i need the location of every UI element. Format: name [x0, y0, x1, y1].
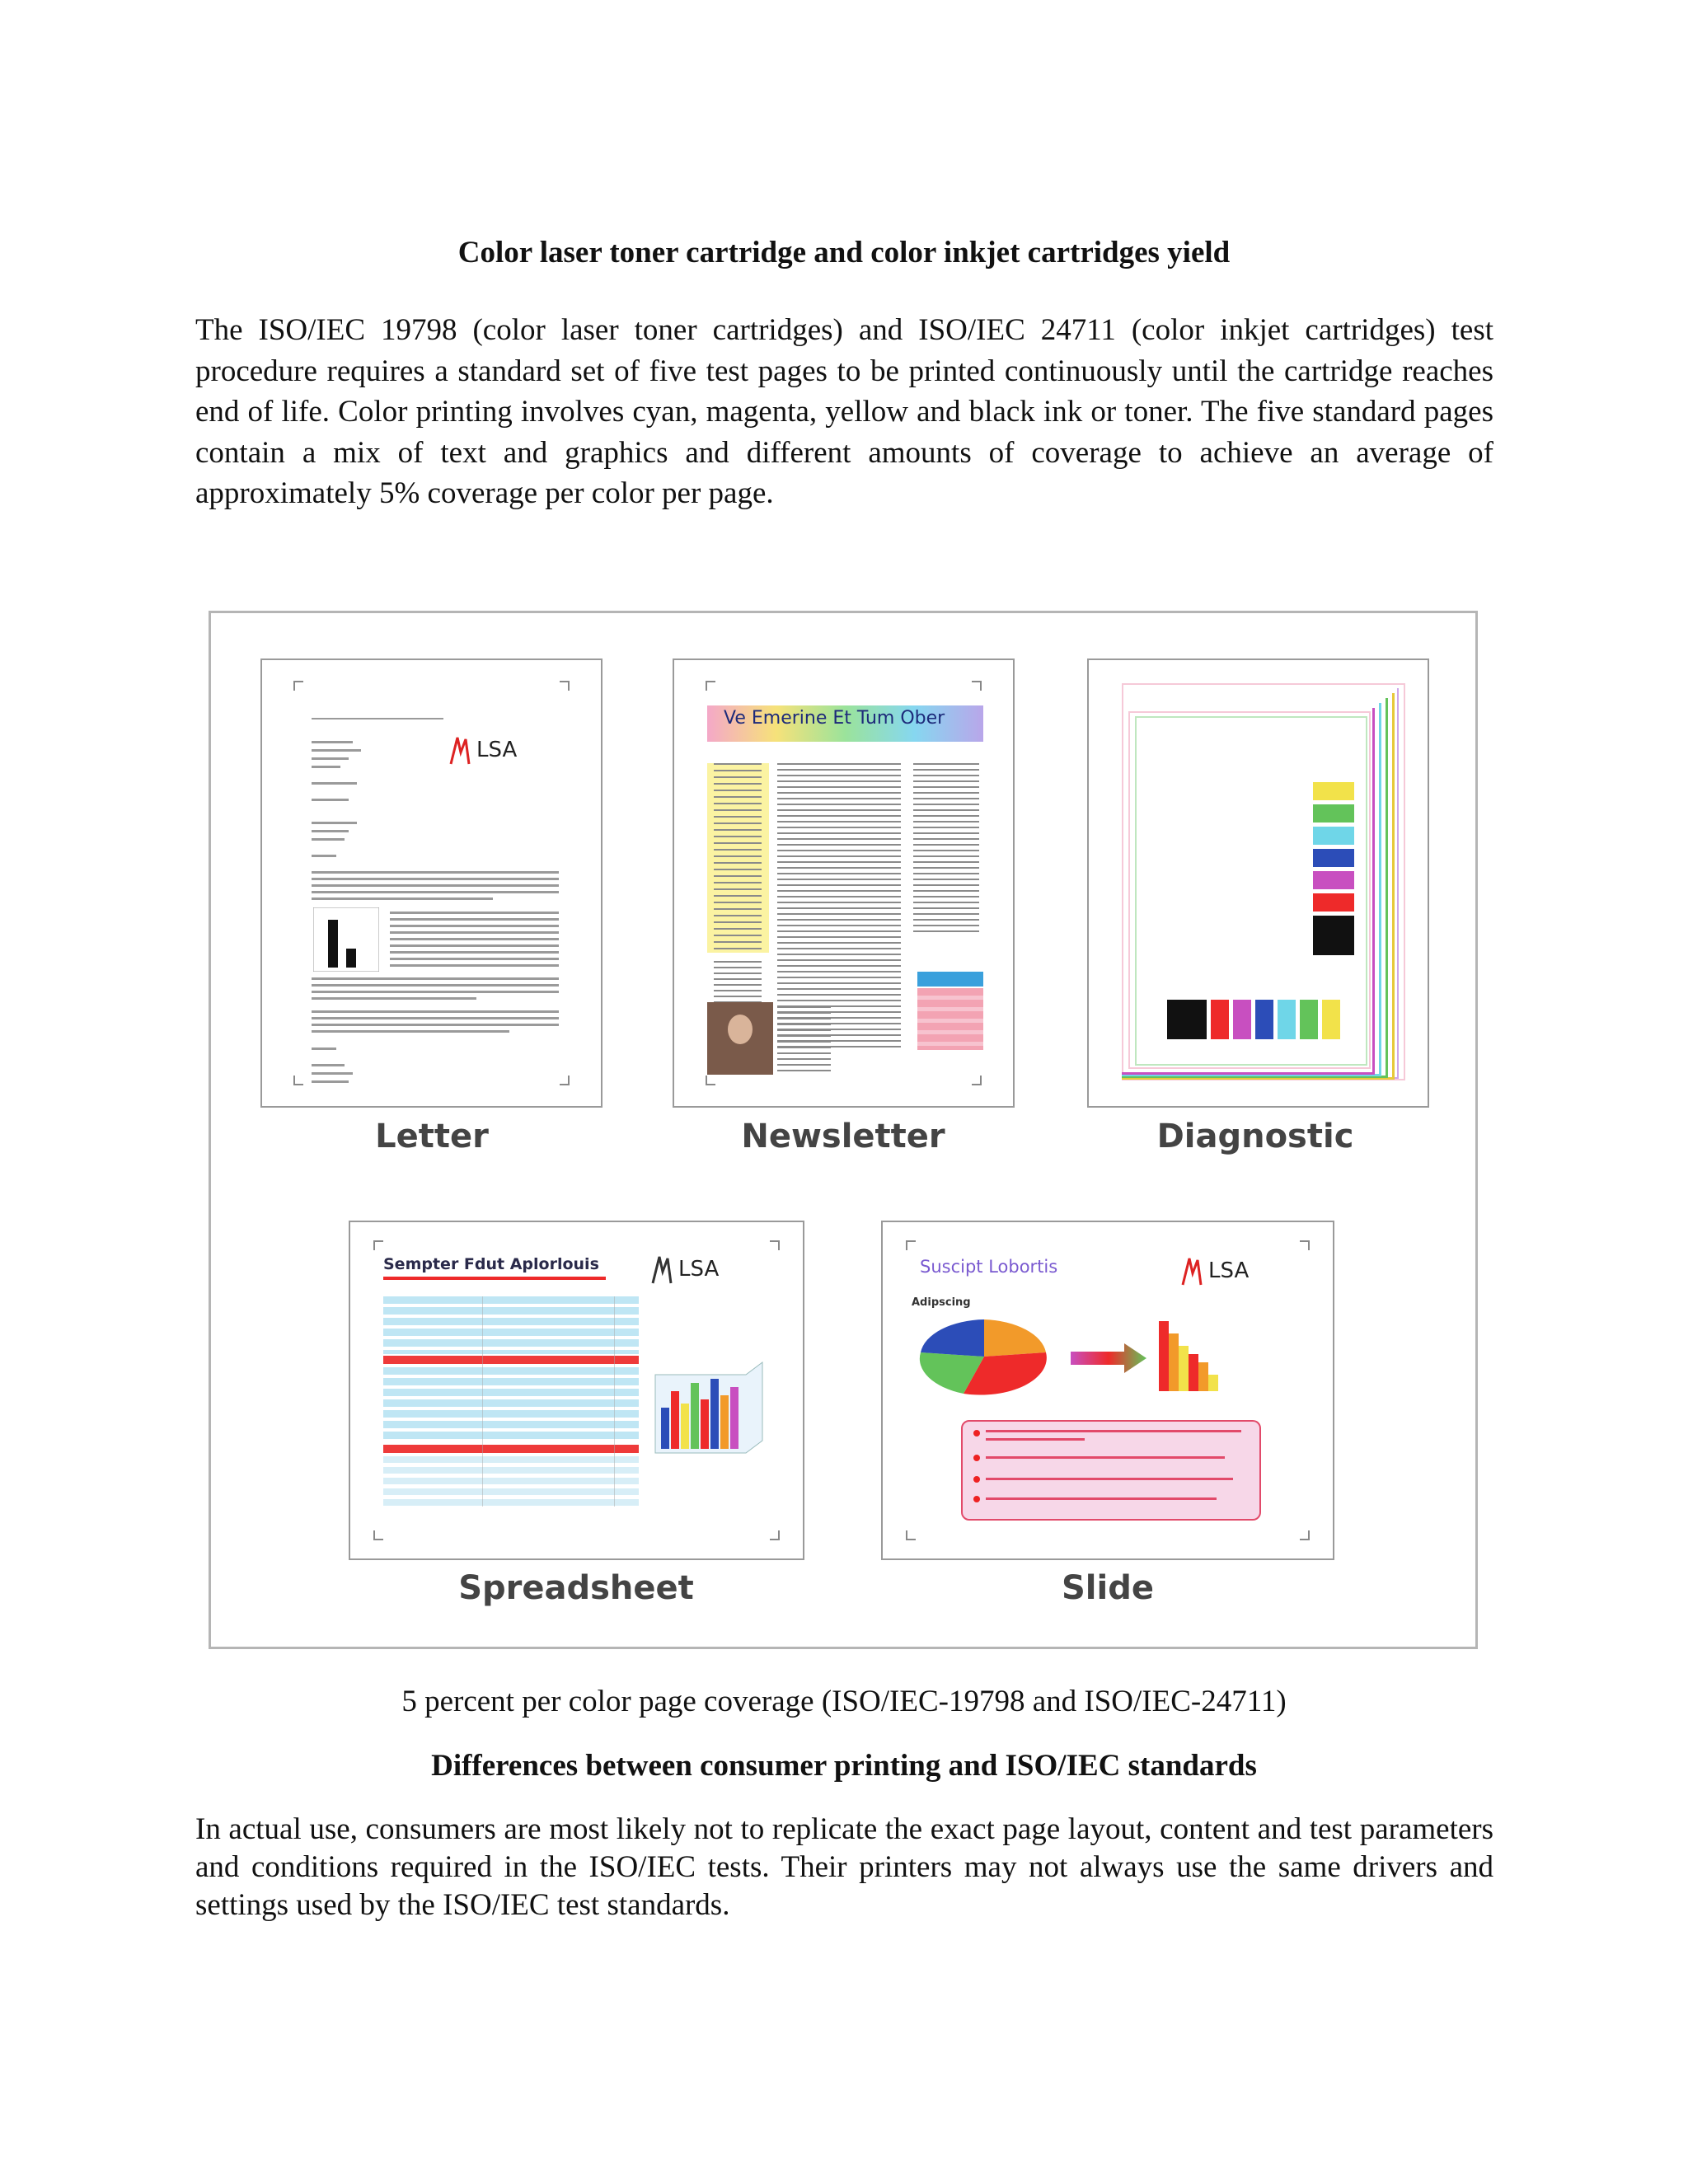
lsa-logo-text: LSA: [476, 738, 518, 762]
paragraph-differences: In actual use, consumers are most likely not to replicate the exact page layout, content and test parameters and conditions required in the ISO/IEC tests. Their printers may not always use the same drivers and settings used by the ISO/IEC test standards.: [195, 1812, 1493, 1922]
newsletter-page-thumbnail: [673, 658, 1015, 1108]
heading-yield: Color laser toner cartridge and color inkjet cartridges yield: [457, 236, 1231, 269]
spreadsheet-title: Sempter Fdut Aplorlouis: [383, 1255, 599, 1273]
heading-differences: Differences between consumer printing and ISO/IEC standards: [431, 1749, 1257, 1783]
diagnostic-page-thumbnail: [1087, 658, 1429, 1108]
letter-label: Letter: [375, 1118, 489, 1155]
slide-title: Suscipt Lobortis: [920, 1257, 1058, 1277]
lsa-logo-icon: [448, 736, 472, 766]
letter-page-thumbnail: [260, 658, 603, 1108]
spreadsheet-label: Spreadsheet: [458, 1569, 694, 1607]
lsa-logo-text: LSA: [1208, 1258, 1250, 1283]
paragraph-yield: The ISO/IEC 19798 (color laser toner cartridges) and ISO/IEC 24711 (color inkjet cartridges) test procedure requires a standard set of five test pages to be printed continuously until the cartridge reaches end of life. Color printing involves cyan, magenta, yellow and black ink or toner. The five standard pages contain a mix of text and graphics and different amounts of coverage to achieve an average of approximately 5% coverage per color per page.: [195, 313, 1493, 510]
lsa-logo-text: LSA: [678, 1257, 720, 1282]
lsa-logo-icon: [1179, 1257, 1204, 1286]
slide-label: Slide: [1062, 1569, 1154, 1607]
slide-page-thumbnail: [881, 1221, 1334, 1560]
diagnostic-label: Diagnostic: [1156, 1118, 1354, 1155]
newsletter-label: Newsletter: [741, 1118, 945, 1155]
test-pages-figure: [209, 611, 1478, 1649]
lsa-logo-icon: [649, 1255, 674, 1285]
slide-chart-label: Adipscing: [912, 1296, 971, 1309]
figure-caption: 5 percent per color page coverage (ISO/IEC-19798 and ISO/IEC-24711): [401, 1685, 1287, 1718]
spreadsheet-page-thumbnail: [349, 1221, 804, 1560]
newsletter-title: Ve Emerine Et Tum Ober: [724, 708, 945, 729]
